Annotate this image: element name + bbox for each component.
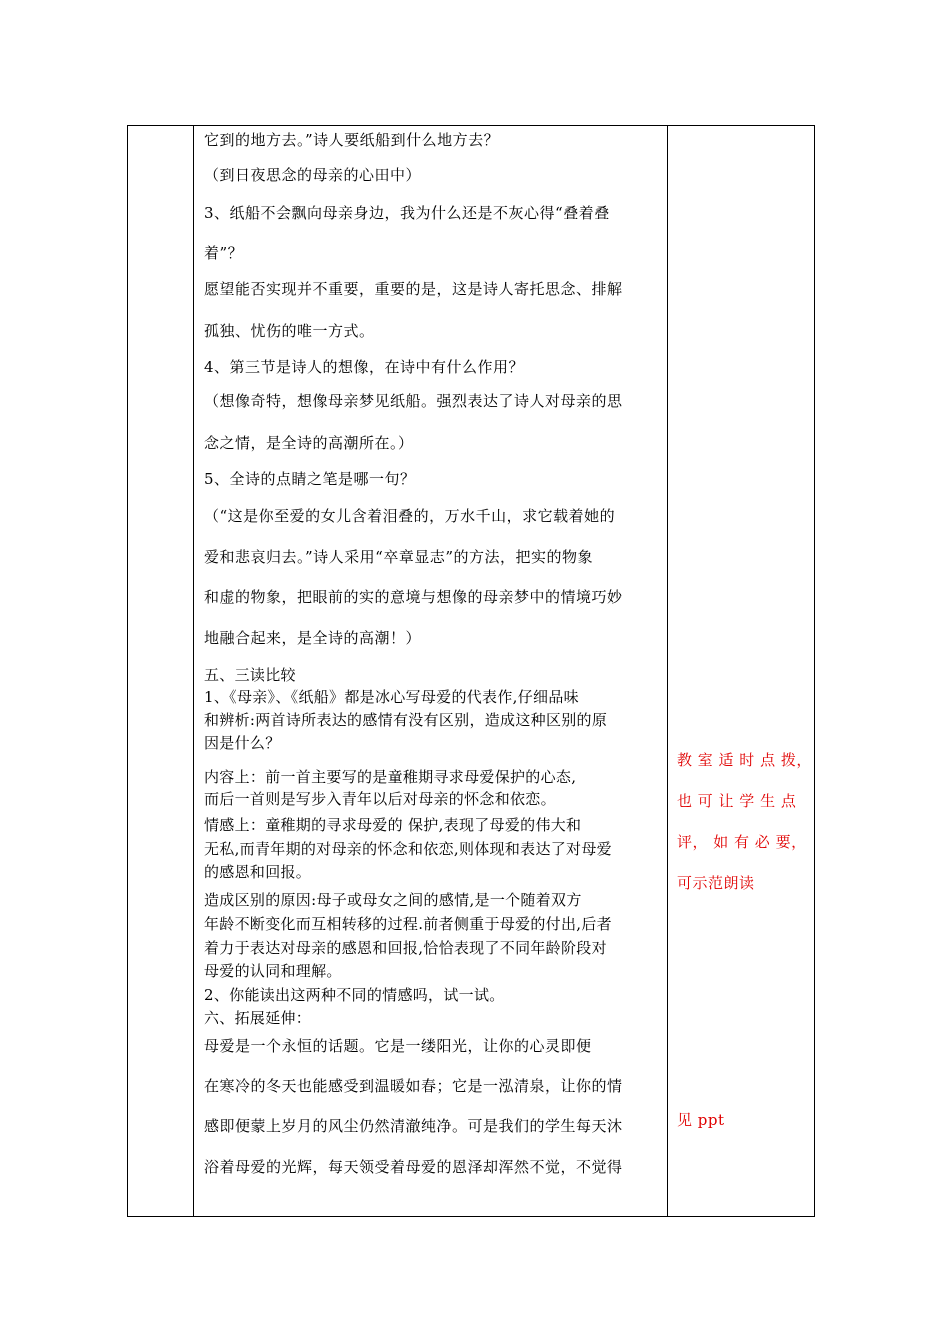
content-line: 因是什么？ bbox=[204, 734, 281, 752]
content-line: （“这是你至爱的女儿含着泪叠的，万水千山，求它载着她的 bbox=[204, 507, 616, 525]
content-line: 5、全诗的点睛之笔是哪一句？ bbox=[204, 470, 416, 488]
content-line: 母爱的认同和理解。 bbox=[204, 962, 342, 980]
content-line: 爱和悲哀归去。”诗人采用“卒章显志”的方法，把实的物象 bbox=[204, 548, 594, 566]
content-line: 内容上：前一首主要写的是童稚期寻求母爱保护的心态, bbox=[204, 768, 577, 786]
lesson-content-cell bbox=[194, 126, 667, 1216]
content-line: 孤独、忧伤的唯一方式。 bbox=[204, 322, 375, 340]
teaching-note-line: 评， 如 有 必 要， bbox=[677, 833, 807, 851]
content-line: 它到的地方去。”诗人要纸船到什么地方去？ bbox=[204, 131, 500, 149]
content-line: 无私,而青年期的对母亲的怀念和依恋,则体现和表达了对母爱 bbox=[204, 840, 612, 858]
content-line: 浴着母爱的光辉，每天领受着母爱的恩泽却浑然不觉，不觉得 bbox=[204, 1158, 623, 1176]
content-line: 和辨析:两首诗所表达的感情有没有区别，造成这种区别的原 bbox=[204, 711, 608, 729]
content-line: 而后一首则是写步入青年以后对母亲的怀念和依恋。 bbox=[204, 790, 556, 808]
content-line: 造成区别的原因:母子或母女之间的感情,是一个随着双方 bbox=[204, 891, 582, 909]
content-line: 地融合起来，是全诗的高潮！） bbox=[204, 629, 422, 647]
section-heading: 五、三读比较 bbox=[204, 666, 296, 684]
content-line: 母爱是一个永恒的话题。它是一缕阳光，让你的心灵即便 bbox=[204, 1037, 592, 1055]
content-line: 3、纸船不会飘向母亲身边，我为什么还是不灰心得“叠着叠 bbox=[204, 204, 610, 222]
content-line: （想像奇特，想像母亲梦见纸船。强烈表达了诗人对母亲的思 bbox=[204, 392, 623, 410]
content-line: 感即便蒙上岁月的风尘仍然清澈纯净。可是我们的学生每天沐 bbox=[204, 1117, 623, 1135]
content-line: 年龄不断变化而互相转移的过程.前者侧重于母爱的付出,后者 bbox=[204, 915, 612, 933]
lesson-table bbox=[127, 125, 815, 1217]
section-heading: 六、拓展延伸： bbox=[204, 1009, 312, 1027]
content-line: （到日夜思念的母亲的心田中） bbox=[204, 166, 422, 184]
teaching-note-line: 也 可 让 学 生 点 bbox=[677, 792, 797, 810]
content-line: 在寒冷的冬天也能感受到温暖如春；它是一泓清泉，让你的情 bbox=[204, 1077, 623, 1095]
teaching-note-line: 教 室 适 时 点 拨， bbox=[677, 751, 812, 769]
content-line: 着力于表达对母亲的感恩和回报,恰恰表现了不同年龄阶段对 bbox=[204, 939, 607, 957]
content-line: 着”？ bbox=[204, 244, 244, 262]
content-line: 情感上：童稚期的寻求母爱的 保护,表现了母爱的伟大和 bbox=[204, 816, 582, 834]
content-line: 念之情，是全诗的高潮所在。） bbox=[204, 434, 414, 452]
content-line: 愿望能否实现并不重要，重要的是，这是诗人寄托思念、排解 bbox=[204, 280, 623, 298]
content-line: 4、第三节是诗人的想像，在诗中有什么作用？ bbox=[204, 358, 525, 376]
content-line: 2、你能读出这两种不同的情感吗，试一试。 bbox=[204, 986, 505, 1004]
content-line: 的感恩和回报。 bbox=[204, 863, 312, 881]
ppt-reference-note: 见 ppt bbox=[677, 1111, 725, 1129]
teaching-note-line: 可示范朗读 bbox=[677, 874, 755, 892]
content-line: 1、《母亲》、《纸船》都是冰心写母爱的代表作,仔细品味 bbox=[204, 688, 579, 706]
teaching-notes-cell bbox=[668, 126, 816, 1216]
content-line: 和虚的物象，把眼前的实的意境与想像的母亲梦中的情境巧妙 bbox=[204, 588, 623, 606]
